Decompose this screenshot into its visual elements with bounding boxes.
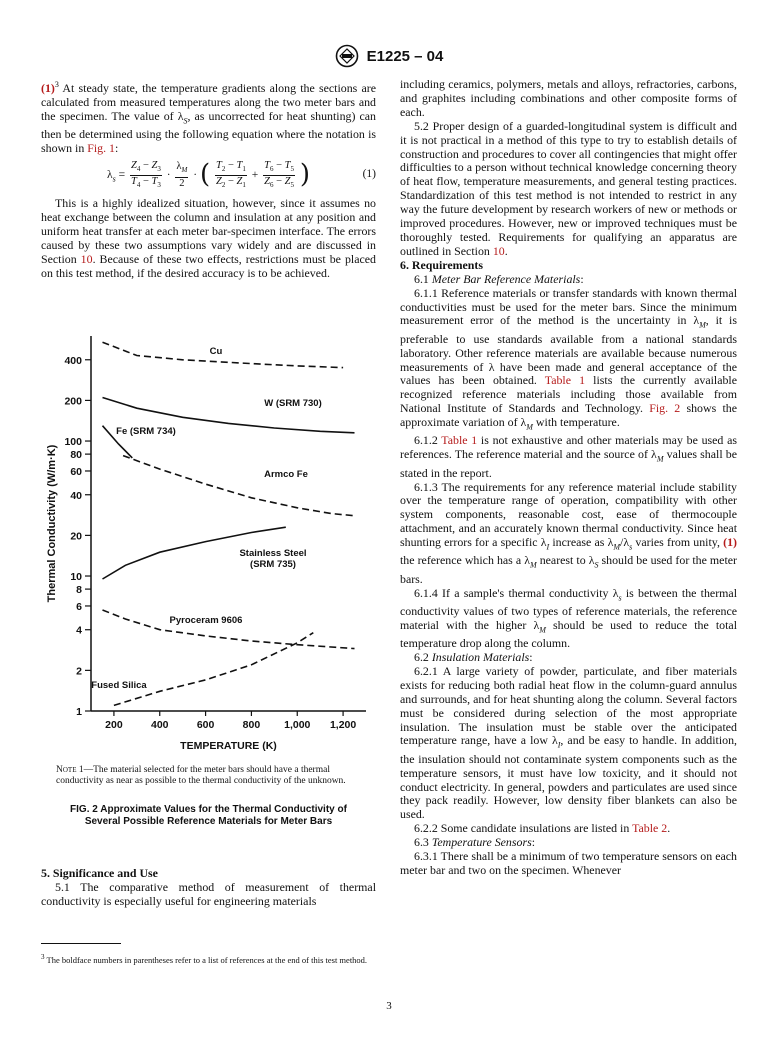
y-tick-label: 1 [76,706,82,718]
y-axis-label: Thermal Conductivity (W/m·K) [46,444,58,603]
y-tick-label: 60 [70,465,82,478]
text: the reference which has a λ [400,553,530,568]
table-link[interactable]: Table 1 [544,373,586,388]
y-tick-label: 4 [76,624,82,637]
text: should be used for the meter bars. [400,553,737,586]
series-label: Pyroceram 9606 [169,615,243,626]
series-label: Fused Silica [91,680,147,691]
footnote-marker: 3 [54,80,59,89]
footnote-text: The boldface numbers in parentheses refer to a list of references at the end of this test method. [46,954,368,965]
thermal-conductivity-chart [41,326,376,756]
paragraph-continued: including ceramics, polymers, metals and alloys, refractories, carbons, and graphites including combinations and other composite forms of each. [400,77,737,119]
text: : [115,140,119,155]
text: is between the thermal conductivity values of two types of reference materials, the reference material with the higher λ [400,585,737,632]
reference-link[interactable]: (1) [41,80,55,95]
subsection-heading: Temperature Sensors [431,835,532,850]
text: with temperature. [532,415,620,430]
reference-link[interactable]: (1) [723,535,737,550]
text: 6.1.2 [414,433,442,448]
series-label: Armco Fe [264,469,308,480]
x-tick-label: 1,200 [329,719,357,731]
paragraph-6-3-1: 6.3.1 There shall be a minimum of two temperature sensors on each meter bar and two on the specimen. Whenever [400,849,737,877]
page-header [0,44,778,68]
y-tick-label: 40 [70,489,82,502]
x-tick-label: 400 [150,719,169,731]
series-line [114,633,313,706]
text: . Because of these two effects, restrictions must be placed on this test method, if the desired accuracy is to be achieved. [41,251,376,280]
x-tick-label: 200 [105,719,123,731]
text: 5.2 Proper design of a guarded-longitudinal system is difficult and it is not practical in a method of this type to try to establish details of construction and procedures to cover all contingencies that might offer difficulties to a person without technical knowledge concerning theory of heat flow, temperature measurements, and general testing practices. Standardization of this test method is not intended to restrict in any way the future development by research workers of new or methods or improved procedures. However, new or improved techniques must be thoroughly tested. Requirements for qualifying an apparatus are outlined in Section [400,118,737,258]
text: 6.1.1 Reference materials or transfer standards with known thermal conductivities must be used for the meter bars. Since the minimum measurement error of the method is the uncertainty in λ [400,285,737,328]
y-tick-label: 400 [64,354,82,367]
paragraph-6-3: 6.3 Temperature Sensors: [414,835,536,850]
series-label: (SRM 735) [250,559,296,570]
text: , and be easy to handle. In addition, the insulation should not contaminate system components such as the temperature sensors, it must have low toxicity, and it should not conduct electricity. In general, powders and particulates are used since they pack readily. However, low density fiber blankets can also be used. [400,733,737,822]
text: varies from unity, [632,535,724,550]
series-label: Stainless Steel [239,548,307,559]
y-tick-label: 2 [76,665,82,678]
figure-caption [41,804,376,828]
y-tick-label: 8 [76,584,82,597]
y-tick-label: 20 [70,530,82,543]
paragraph-5-2: 5.2 Proper design of a guarded-longitudinal system is difficult and it is not practical in a method of this type to try to establish details of construction and procedures to cover all contingencies that might offer difficulties to a person without technical knowledge concerning theory of heat flow, temperature measurements, and general testing practices. Standardization of this test method is not intended to restrict in any way the future development by research workers of new or methods or improved procedures. However, new or improved techniques must be thoroughly tested. Requirements for qualifying an apparatus are outlined in Section 10. [400,118,737,258]
text: is not exhaustive and other materials may be used as references. The reference material and the source of λ [400,433,737,462]
footnote-rule [41,943,121,944]
note-label: Note 1 [56,765,84,775]
text: , it is preferable to use standards available from a national standards laboratory. Other reference materials are available because numerous measurements of λ have been made and general acceptance of the values has been obtained. [400,313,737,388]
designation: E1225 – 04 [366,47,444,65]
left-column-bottom [41,867,376,909]
paragraph-6-1: 6.1 Meter Bar Reference Materials: [414,271,584,286]
text: At steady state, the temperature gradients along the sections are calculated from measured temperatures along the two meter bars and the specimen. The value of λ [41,80,376,123]
y-tick-label: 80 [70,449,82,462]
equation: $\lambda_s$ = $\frac{Z_4 - Z_3}{T_4 - T_3}$ · $\frac{\lambda_M}{2}$ · ( $\frac{T_2 - T_1}{Z_2 - Z_1}$ + $\frac{T_6 - T_5}{Z_6 - Z_5}$ ) (1) [107,159,376,190]
equation-number: (1) [362,167,376,180]
text: 6.1.3 The requirements for any reference material include stability over the temperature range of operation, compatibility with other system components, reasonable cost, ease of thermocouple attachment, and an accurately known thermal conductivity. Since heat shunting errors for a specific λ [400,479,737,550]
series-label: W (SRM 730) [264,398,322,409]
y-tick-label: 6 [76,600,82,613]
subsection-heading: Meter Bar Reference Materials [431,271,581,286]
x-tick-label: 1,000 [284,719,311,731]
section-6-title: 6. Requirements [400,257,484,272]
paragraph-5-1: 5.1 The comparative method of measurement of thermal conductivity is especially useful for engineering materials [41,879,376,908]
section-5-title: 5. Significance and Use [41,866,158,880]
text: increase as λ [549,535,614,550]
paragraph-6-2-2: 6.2.2 Some candidate insulations are listed in Table 2. [414,821,671,836]
figure-link[interactable]: Fig. 2 [649,401,681,416]
footnote-number: 3 [41,953,45,961]
series-line [123,456,354,516]
footnote [41,952,376,965]
text: 6.2.2 Some candidate insulations are listed in [414,821,633,836]
text: , as uncorrected for heat shunting) can then be determined using the following equation where the notation is shown in [41,108,376,155]
text: shows the approximate variation of λ [400,401,737,430]
table-link[interactable]: Table 1 [441,433,478,448]
text: nearest to λ [536,553,595,568]
text: This is a highly idealized situation, however, since it assumes no heat exchange between the column and insulation at any position and uniform heat transfer at each meter bar-specimen interface. The errors caused by these two assumptions vary widely and are discussed in Section [41,196,376,266]
x-tick-label: 600 [196,719,215,731]
x-tick-label: 800 [242,719,261,731]
series-label: Fe (SRM 734) [116,426,176,437]
paragraph-6-2-1: 6.2.1 A large variety of powder, particulate, and fiber materials exists for reducing both radial heat flow in the column-guard annulus and surrounds, and for heat shunting along the column. Several factors must be considered during selection of the most appropriate insulation. The insulation must be stable over the anticipated temperature range, have a low $\lambda_I$, and be easy to handle. In addition, the insulation should not contaminate system components such as the temperature sensors, it must have low toxicity, and it should not conduct electricity. In general, powders and particulates are used since they pack readily. However, low density fiber blankets can also be used. [400,663,737,822]
paragraph-6-2: 6.2 Insulation Materials: [414,649,533,664]
section-link[interactable]: 10 [80,251,93,266]
text: 6.1.4 If a sample's thermal conductivity λ [414,585,619,600]
series-line [103,342,344,367]
page-number: 3 [386,1000,392,1012]
series-label: Cu [209,346,223,357]
figure-note [56,765,376,787]
x-axis-label: TEMPERATURE (K) [180,740,277,752]
paragraph-6-1-3: 6.1.3 The requirements for any reference material include stability over the temperature range of operation, compatibility with other system components, reasonable cost, ease of thermocouple attachment, and an accurately known thermal conductivity. Since heat shunting errors for a specific $\lambda_I$ increase as $\lambda_M/\lambda_s$ varies from unity, (1) the reference which has a $\lambda_M$ nearest to $\lambda_S$ should be used for the meter bars. [400,479,737,586]
paragraph-6-1-4: 6.1.4 If a sample's thermal conductivity $\lambda_s$ is between the thermal conductivity values of two types of reference materials, the reference material with the higher $\lambda_M$ should be used to reduce the total temperature drop along the column. [400,585,737,651]
text: 6.2.1 A large variety of powder, particulate, and fiber materials exists for reducing both radial heat flow in the column-guard annulus and surrounds, and for heat shunting along the column. Several factors must be considered during selection of the most appropriate insulation. The insulation must be stable over the anticipated temperature range, have a low λ [400,663,737,748]
y-tick-label: 10 [70,571,82,584]
figure-caption-line-1: FIG. 2 Approximate Values for the Thermal Conductivity of [70,804,347,815]
y-tick-label: 200 [64,395,82,408]
section-link[interactable]: 10 [492,243,505,258]
y-tick-label: 100 [64,436,82,449]
left-column [41,78,376,281]
paragraph-idealized [41,197,376,280]
subsection-heading: Insulation Materials [431,649,530,664]
text: values shall be stated in the report. [400,447,737,480]
astm-logo-icon [335,44,359,68]
figure-2 [41,326,376,756]
figure-caption-line-2: Several Possible Reference Materials for Meter Bars [84,816,333,827]
paragraph-6-1-1: 6.1.1 Reference materials or transfer standards with known thermal conductivities must be used for the meter bars. Since the minimum measurement error of the method is the uncertainty in $\lambda_M$, it is preferable to use standards available from a national standards laboratory. Other reference materials are available because numerous measurements of λ have been made and general acceptance of the values has been obtained. Table 1 lists the currently available recognized reference materials including those available from National Institute of Standards and Technology. Fig. 2 shows the approximate variation of $\lambda_M$ with temperature. [400,285,738,432]
right-column [400,78,737,878]
figure-link[interactable]: Fig. 1 [87,140,116,155]
text: should be used to reduce the total temperature drop along the column. [400,617,737,651]
table-link[interactable]: Table 2 [632,821,668,836]
paragraph-intro: $(1)^3$ At steady state, the temperature gradients along the sections are calculated from measured temperatures along the two meter bars and the specimen. The value of $\lambda_S$, as uncorrected for heat shunting) can then be determined using the following equation where the notation is shown in Fig. 1: [41,80,376,155]
paragraph-6-1-2: 6.1.2 Table 1 is not exhaustive and other materials may be used as references. The reference material and the source of $\lambda_M$ values shall be stated in the report. [400,433,737,480]
note-text: —The material selected for the meter bars should have a thermal conductivity as near as possible to the thermal conductivity of the unknown. [56,765,346,787]
text: lists the currently available recognized reference materials including those available from National Institute of Standards and Technology. [400,373,738,416]
